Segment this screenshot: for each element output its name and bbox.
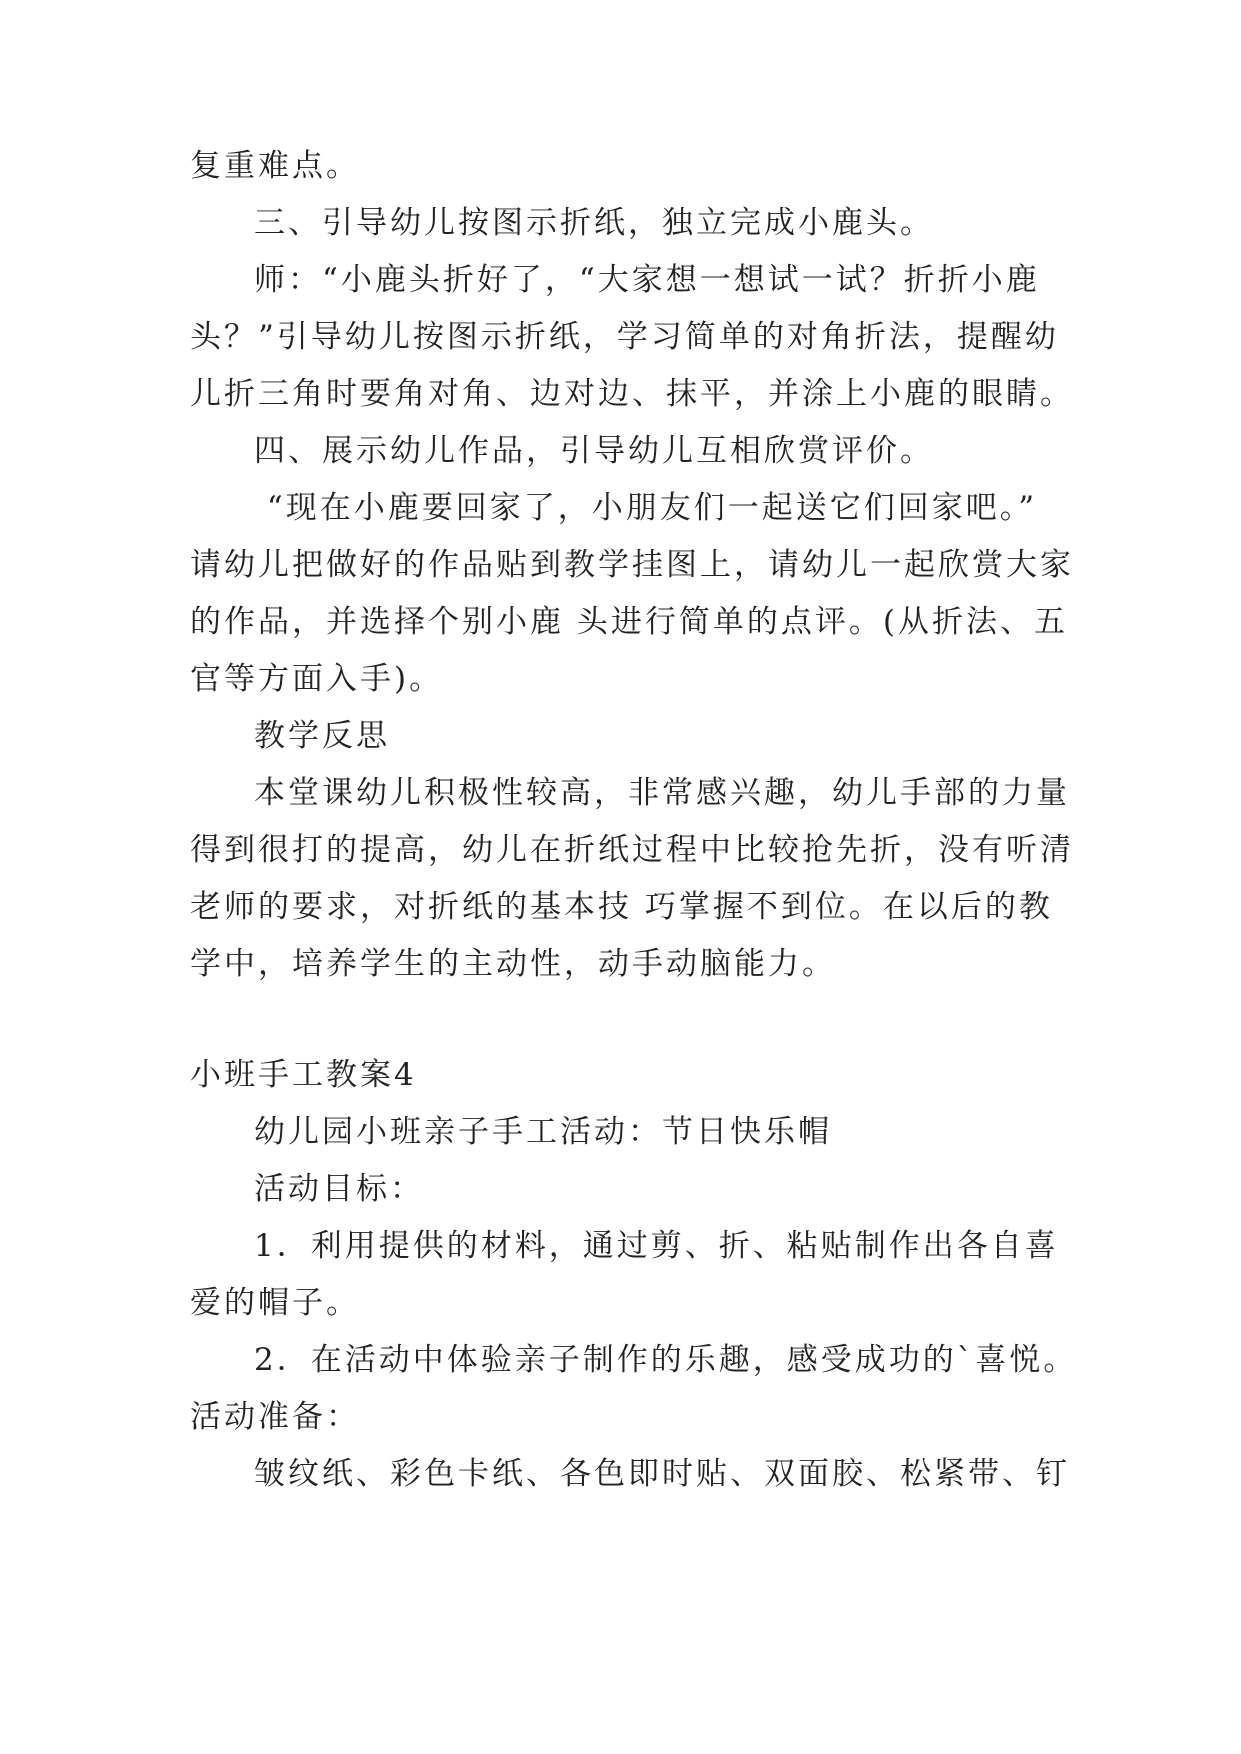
text-line: 师：“小鹿头折好了，“大家想一想试一试？折折小鹿	[254, 262, 1040, 298]
text-line: 四、展示幼儿作品，引导幼儿互相欣赏评价。	[254, 433, 934, 469]
text-line: 的作品，并选择个别小鹿 头进行简单的点评。(从折法、五	[190, 604, 1068, 640]
text-line: 爱的帽子。	[190, 1285, 360, 1321]
text-line: 1．利用提供的材料，通过剪、折、粘贴制作出各自喜	[254, 1228, 1059, 1264]
text-line: 复重难点。	[190, 148, 360, 184]
text-line: 儿折三角时要角对角、边对边、抹平，并涂上小鹿的眼睛。	[190, 376, 1074, 412]
text-line: 请幼儿把做好的作品贴到教学挂图上，请幼儿一起欣赏大家	[190, 547, 1074, 583]
text-line: 活动准备：	[190, 1399, 360, 1435]
text-line: 头？”引导幼儿按图示折纸，学习简单的对角折法，提醒幼	[190, 319, 1059, 355]
text-line: 三、引导幼儿按图示折纸，独立完成小鹿头。	[254, 205, 934, 241]
text-line: 活动目标：	[254, 1171, 424, 1207]
text-line: 学中，培养学生的主动性，动手动脑能力。	[190, 946, 836, 982]
text-line: “现在小鹿要回家了，小朋友们一起送它们回家吧。”	[254, 490, 1038, 526]
text-line: 2．在活动中体验亲子制作的乐趣，感受成功的`喜悦。	[254, 1342, 1078, 1378]
section-heading: 教学反思	[254, 718, 390, 754]
text-line: 幼儿园小班亲子手工活动：节日快乐帽	[254, 1114, 832, 1150]
text-line: 皱纹纸、彩色卡纸、各色即时贴、双面胶、松紧带、钉	[254, 1456, 1070, 1492]
text-line: 得到很打的提高，幼儿在折纸过程中比较抢先折，没有听清	[190, 832, 1074, 868]
text-line: 本堂课幼儿积极性较高，非常感兴趣，幼儿手部的力量	[254, 775, 1070, 811]
text-line: 老师的要求，对折纸的基本技 巧掌握不到位。在以后的教	[190, 889, 1053, 925]
text-line: 官等方面入手)。	[190, 661, 444, 697]
section-title: 小班手工教案4	[190, 1057, 417, 1093]
